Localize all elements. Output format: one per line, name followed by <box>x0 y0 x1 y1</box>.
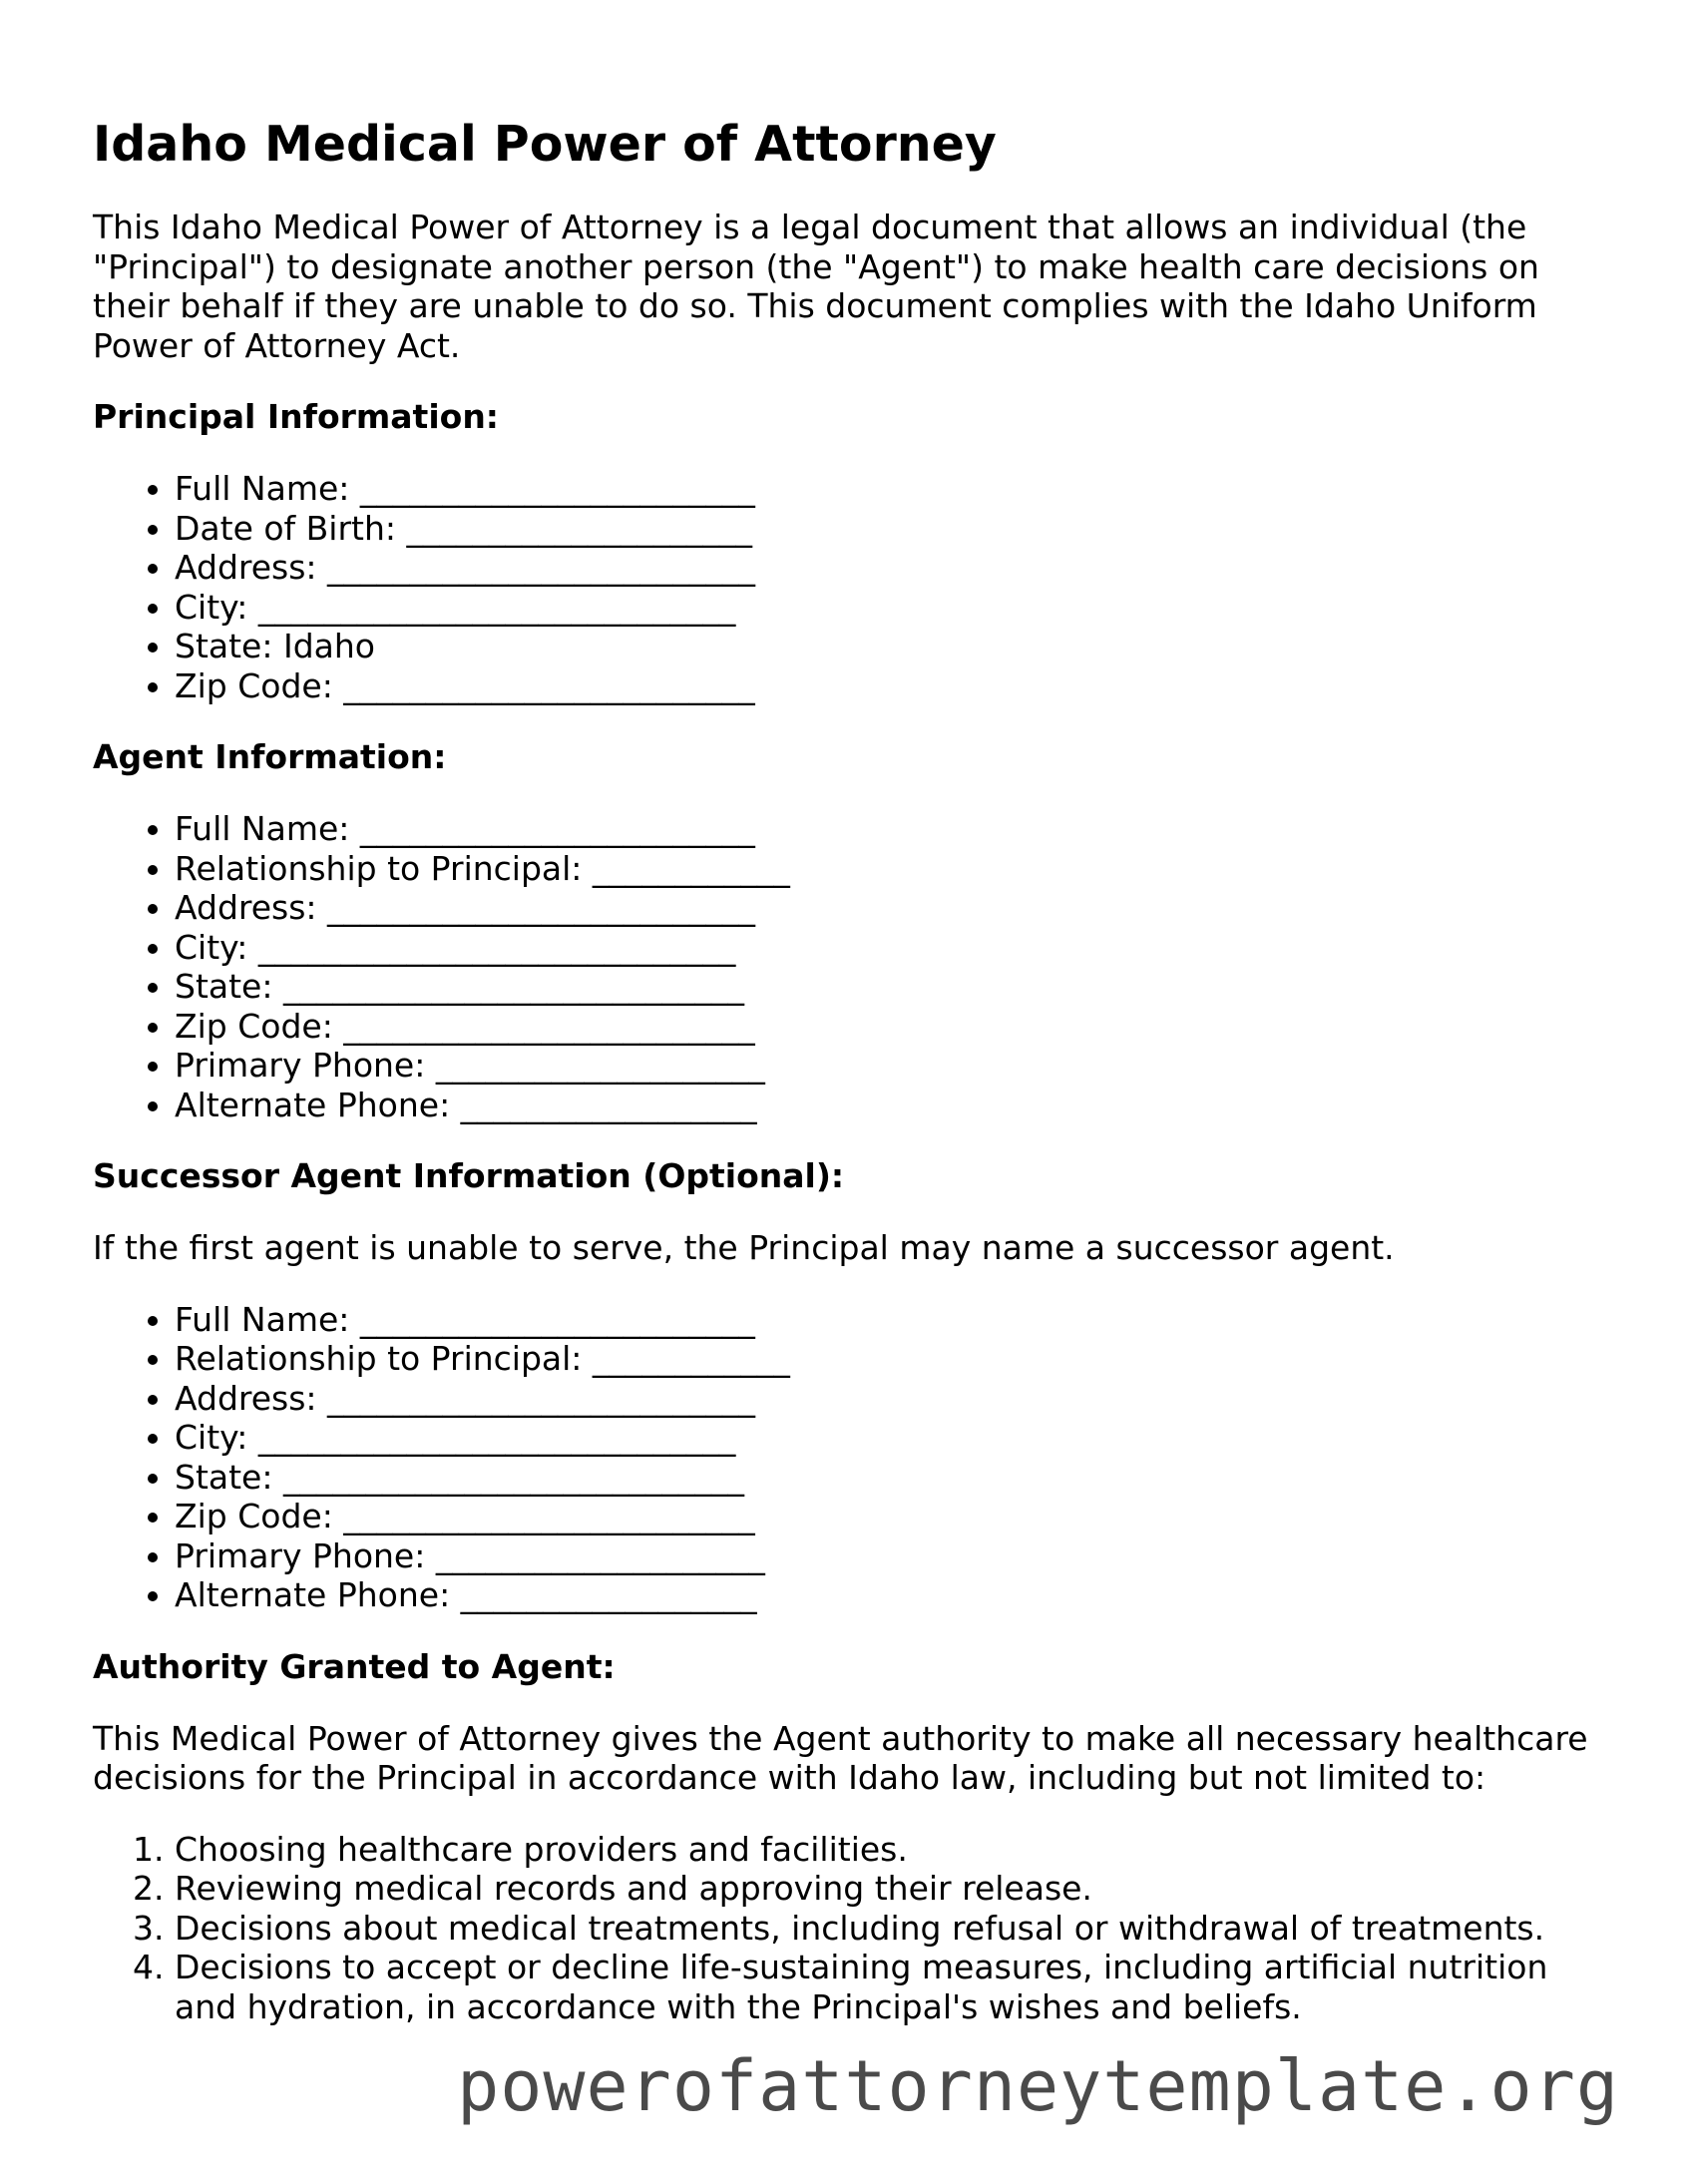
agent-state: • State: ____________________________ <box>175 967 1619 1007</box>
successor-primary-phone: • Primary Phone: ____________________ <box>175 1536 1619 1576</box>
successor-list <box>93 1300 1619 1615</box>
principal-full-name: • Full Name: ________________________ <box>175 469 1619 509</box>
successor-alternate-phone: • Alternate Phone: __________________ <box>175 1575 1619 1615</box>
successor-heading: Successor Agent Information (Optional): <box>93 1156 845 1195</box>
authority-heading: Authority Granted to Agent: <box>93 1646 616 1686</box>
watermark: powerofattorneytemplate.org <box>457 2045 1619 2127</box>
agent-city: • City: _____________________________ <box>175 928 1619 968</box>
successor-zip-code: • Zip Code: _________________________ <box>175 1497 1619 1536</box>
authority-item: 3. Decisions about medical treatments, including refusal or withdrawal of treatments. <box>175 1909 1619 1949</box>
successor-state: • State: ____________________________ <box>175 1458 1619 1498</box>
principal-address: • Address: __________________________ <box>175 548 1619 588</box>
successor-address: • Address: __________________________ <box>175 1379 1619 1419</box>
agent-full-name: • Full Name: ________________________ <box>175 809 1619 849</box>
document-page <box>93 110 1619 2058</box>
document-title: Idaho Medical Power of Attorney <box>93 116 997 173</box>
authority-list <box>93 1830 1619 2027</box>
agent-primary-phone: • Primary Phone: ____________________ <box>175 1046 1619 1086</box>
agent-list <box>93 809 1619 1124</box>
intro-paragraph: This Idaho Medical Power of Attorney is a legal document that allows an individual (the "Principal") to designate another person (the "Agent") to make health care decisions on their behalf if they are unable to do so. This document complies with the Idaho Uniform Power of Attorney Act. <box>93 208 1539 365</box>
successor-full-name: • Full Name: ________________________ <box>175 1300 1619 1340</box>
agent-heading: Agent Information: <box>93 737 447 776</box>
authority-item: 4. Decisions to accept or decline life-sustaining measures, including artificial nutrition and hydration, in accordance with the Principal's wishes and beliefs. <box>175 1948 1619 2026</box>
successor-relationship: • Relationship to Principal: ____________ <box>175 1339 1619 1379</box>
authority-item: 2. Reviewing medical records and approving their release. <box>175 1869 1619 1909</box>
principal-city: • City: _____________________________ <box>175 588 1619 628</box>
agent-relationship: • Relationship to Principal: ____________ <box>175 849 1619 889</box>
authority-item: 1. Choosing healthcare providers and facilities. <box>175 1830 1619 1870</box>
principal-zip-code: • Zip Code: _________________________ <box>175 666 1619 706</box>
authority-paragraph: This Medical Power of Attorney gives the Agent authority to make all necessary healthcare decisions for the Principal in accordance with Idaho law, including but not limited to: <box>93 1718 1588 1797</box>
agent-address: • Address: __________________________ <box>175 888 1619 928</box>
agent-alternate-phone: • Alternate Phone: __________________ <box>175 1086 1619 1125</box>
successor-note: If the first agent is unable to serve, the Principal may name a successor agent. <box>93 1228 1395 1267</box>
principal-state: • State: Idaho <box>175 627 1619 666</box>
principal-heading: Principal Information: <box>93 397 500 436</box>
agent-zip-code: • Zip Code: _________________________ <box>175 1007 1619 1047</box>
principal-list <box>93 469 1619 705</box>
principal-date-of-birth: • Date of Birth: _____________________ <box>175 509 1619 549</box>
successor-city: • City: _____________________________ <box>175 1418 1619 1458</box>
